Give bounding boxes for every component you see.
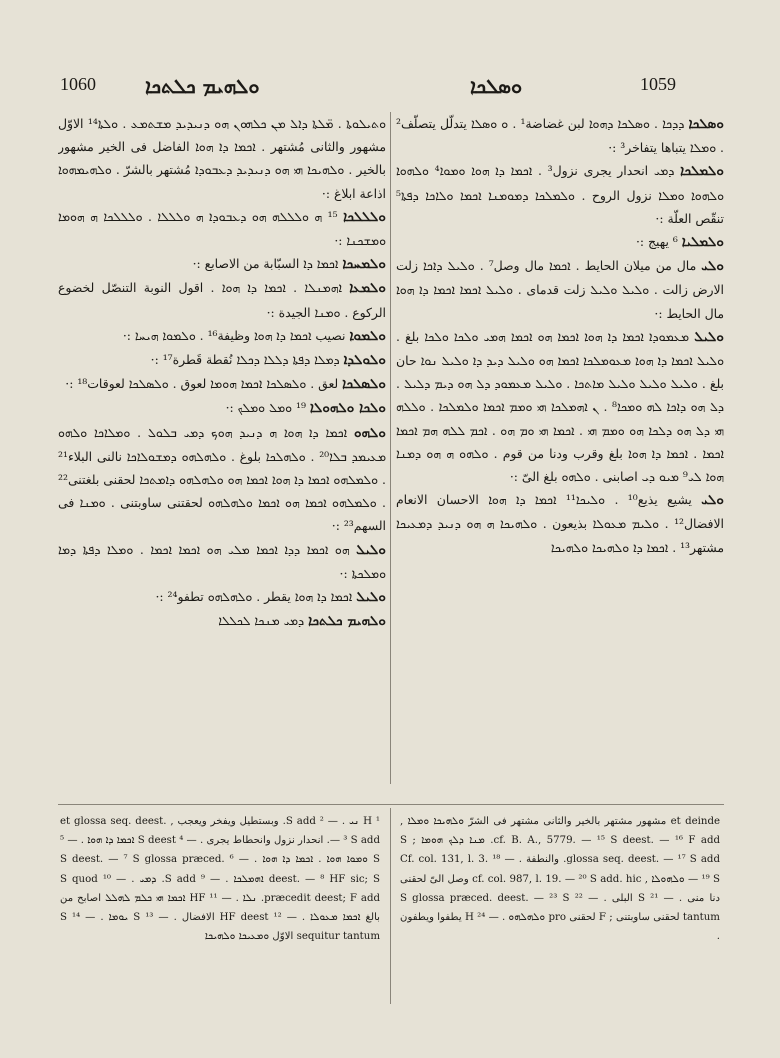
dictionary-entry: [58, 421, 386, 538]
dictionary-entry: [58, 252, 386, 276]
entry-text: ⁶ يهيج :·: [635, 234, 678, 250]
dictionary-entry: [58, 348, 386, 372]
dictionary-entry: [58, 324, 386, 348]
entry-text: ܕܡܝ ܡܢܟܐ ܠܟܠܠܐ: [218, 613, 305, 629]
entry-lemma: ܘܠܠܠܟܐ: [343, 208, 386, 225]
entry-lemma: ܘܠܗܝܡ ܟܠܬܟܐ: [308, 613, 386, 630]
left-running-title: ܘܠܗܝܡ ܟܠܬܟܐ: [145, 74, 260, 98]
running-header: [40, 74, 740, 104]
dictionary-entry: [396, 488, 724, 559]
entry-lemma: ܘܠܟܐ ܘܠܗܘܠܐ: [309, 400, 386, 417]
left-column: [58, 112, 386, 782]
dictionary-entry: [58, 372, 386, 396]
right-column: [396, 112, 724, 782]
entry-text: ¹⁵ ܗ ܘܠܠܠܗ ܗܘ ܕܥܒܘܕܐ ܗ ܘܠܠܠܐ . ܘܠܠܠܟܐ ܗ ܗܘܡܐ ܘܡܫܟܢܐ :·: [58, 208, 386, 249]
entry-lemma: ܘܠܝܠ: [356, 589, 386, 606]
entry-lemma: ܘܠܗܘ: [353, 424, 386, 441]
entry-text: مال من ميلان الحايط . ܐܟܡܐ مال وصل⁷ . ܘܠܝܠ ܕܐܟܐ زلت الارض زالت . ܘܠܝܠ ܘܠܝܠ زلت قدماى . ܘܠܝܠ ܐܟܡܐ ܐܟܡܐ ܕܐ ܗܘܐ مال الحايط :·: [396, 258, 724, 321]
entry-text: ܕܡܠܐ ܕܦܬܐ ܕܠܠܐ ܕܟܠܐ نُقطة قَطرة¹⁷ :·: [150, 352, 340, 368]
dictionary-entry: [396, 112, 724, 159]
entry-lemma: ܘܠܝ: [701, 492, 724, 509]
entry-text: يشيع يذيع¹⁰ . ܘܠܝܟܐ¹¹ ܐܟܡܐ ܕܐ ܗܘܐ الاحسان الانعام الافضال¹² . ܘܠܝܡ ܡܥܘܠܐ بذيعون . ܘܠܗܝܟܐ ܗ ܗܘ ܕܢܝܕ ܕܡܥܝܟܐ مشتهر¹³ . ܐܟܡܐ ܕܐ ܘܠܗܝܟܐ ܘܠܗܝܟܐ: [396, 492, 724, 555]
page: [40, 52, 740, 1012]
entry-text: ܐܟܡܐ ܕܐ ܗܘܐ يقطر . ܘܠܗܠܗܘ تطفو²⁴ :·: [155, 589, 353, 605]
entry-lemma: ܘܠܡܚܟܐ: [342, 256, 386, 273]
entry-text: ܐܟܡܐ ܕܐ ܗܘܐ ܗ ܕܢܝܕ ܗܘܟ ܕܡܝ ܒܠܘܠ . ܘܡܠܐܟܐ ܘܠܗܘ ܡܥܝܡܕ ܒܠܐ²⁰ . ܘܠܗܠܟܐ بلوغ . ܘܠܗܠܗܘ ܕܡܫܘܠܐܟܐ نالنى البلاء²¹ . ܘܠܡܠܗܘ ܐܟܡܐ ܕܐ ܗܘܐ ܐܟܡܐ ܗܘ ܘܠܗܠܗܘ ܕܐܡܬܟܐ لحقنى بلغتنى²² . ܘܠܡܠܗܘ ܐܟܡܐ ܗܘ ܐܟܡܐ ܘܠܗܠܗܘ لحقتنى ساوبتنى . ܘܡܢܐ فى السهم²³ :·: [58, 424, 386, 534]
dictionary-entry: [58, 585, 386, 609]
dictionary-entry: [58, 276, 386, 323]
dictionary-entry: [58, 609, 386, 633]
entry-text: ܗܘ ܐܟܡܐ ܕܕܐ ܐܟܡܐ ܡܠܝ ܗܘ ܐܟܡܐ ܐܟܡܐ . ܘܡܠܐ ܕܦܬܐ ܕܡܐ ܘܡܠܟܬܐ :·: [58, 541, 386, 581]
dictionary-entry: [58, 205, 386, 252]
footnotes-left: ¹ H ܢܝ . — ² S add. وبستطيل ويفخر ويعجب , et glossa seq. deest. — ³ S add. انحدار نزول وانحطاط يجرى . — ⁴ S deest ܐܟܡܐ ܕܐ ܗܘܐ . — ⁵ S ܘܡܘܐ ܗܘܐ . ܐܟܡܐ ܕܐ ܗܘܐ . — ⁶ S deest. — ⁷ S glossa præced. deest. — ⁸ HF sic; S ܐܗܡܠܟܐ . — ⁹ S add. ܕܡܝ . — ¹⁰ S quod præcedit deest; F add. ܢܠܐ . — ¹¹ HF ܐܟܡܐ ܗܝ ܟܠܡ ܠܗܠܠ اصابح من بالغ ܐܟܡܐ ܡܥܘܠܐ . — ¹² HF deest الافضال . — ¹³ S ܝܘܡܐ . — ¹⁴ S sequitur tantum الاوّل ܘܡܥܝܟܐ ܘܠܗܝܟܐ: [60, 816, 380, 943]
entry-lemma: ܘܠܘܠܕܐ: [343, 352, 386, 369]
left-page-number: 1060: [60, 74, 96, 94]
right-running-title: ܘܣܠܟܐ: [470, 74, 523, 98]
dictionary-entry: [58, 396, 386, 420]
entry-lemma: ܘܠܝܠ: [356, 541, 386, 558]
entry-text: ܘܬܝܠܘܬܐ . ܡ̈ܠܬܐ ܕܐܠ ܡܢ ܟܠܗܘܢ ܗܘ ܕܢܝܕܝܕ ܡܫܬܡܥ . ܘܠܬܐ¹⁴ الاوّل مشهور والثانى مُشتهر . ܐܟܡܐ ܕܐ ܗܘܐ الفاضل فى الخير مشهور بالخير . ܘܠܗܝܟܐ ܗܝ ܗܘ ܕܢܝܕܝܕ ܕܥܒܘܕܐ مُشتهر بالشرّ . ܘܠܗܝܡܗܘܐ اذاعة ابلاغ :·: [58, 116, 386, 201]
footnotes-right: et deinde مشهور مشتهر بالخير والثانى مشتهر فى الشرّ ܘܠܗܝܟܐ ܘܡܠܐ , cf. B. A., 5779. — ¹⁵ S deest. — ¹⁶ F add. ܡܢܐ ܕܠܟ ܗܘܡܐ ; S glossa seq. deest. — ¹⁷ S add. والنطفة . — ¹⁸ Cf. col. 131, l. 3. — ¹⁹ S ܘܠܗܘܠܐ , cf. col. 987, l. 19. — ²⁰ S add. hic وصل الىّ لحقنى دنا منى . — ²¹ S البلى . — ²² S glossa præced. deest. — ²³ S tantum لحقنى ساوبتنى ; F لحقنى pro ܘܠܗܠܗܘ . — ²⁴ H يطفوا ويطفون .: [400, 816, 720, 943]
entry-text: ¹⁹ ܘܡܠ ܘܡܠܟ :·: [225, 400, 306, 416]
entry-lemma: ܘܠܝܠ: [694, 328, 724, 345]
entry-text: ܡܥܡܘܕܐ ܐܟܡܐ ܕܐ ܗܘܐ ܐܟܡܐ ܗܘ ܐܟܡܐ ܗܡܝ ܘܠܟܐ ܘܠܟܐ بلغ . ܘܠܝܠ ܐܟܡܐ ܕܐ ܗܘܐ ܡܥܘܡܠܟܐ ܐܟܡܐ ܗܘ ܘܠܝܠ ܕܝܕ ܕܐ ܘܠܝܠ ܢܘܐ حان بلغ . ܘܠܝܠ ܘܠܝܠ ܘܠܝܠ ܡܐܬܟܐ . ܘܠܝܠ ܡܥܡܘܕ ܕܠ ܗܘ ܕܝܡ ܕܠܝܠ . ܕܠ ܗܘ ܕܐܟܐ ܠܗ ܘܡܟܐ⁸ . ܢ ܐܗܡܠܟܐ ܗܝ ܘܡܡ ܐܟܡܐ ܘܠܡܠܟܐ . ܘܠܠܗ ܗܝ ܕܠ ܗܘ ܕܠܟܐ ܗܘ ܘܡܡ ܗܝ . ܐܟܡܐ ܗܝ ܘܡ ܗܘ . ܐܟܡ ܠܠܗ ܗܡ ܐܟܡܐ ܐܟܡܐ . ܐܟܡܐ ܕܐ ܗܘܐ بلغ وقرب ودنا من قوم . ܘܠܗܘ ܗ ܗܘ ܕܡܢܐ ܗܘܐ ܠܝ⁹ ܡܝܘ ܕܝ اصابنى . ܘܠܗܘ بلغ الىّ :·: [396, 328, 724, 485]
dictionary-entry: [396, 325, 724, 488]
entry-lemma: ܘܠܡܘܐ: [349, 327, 386, 344]
dictionary-entry: [396, 254, 724, 325]
dictionary-entry: [396, 230, 724, 254]
entry-lemma: ܘܠܡܠܟܐ: [680, 163, 724, 180]
right-page-number: 1059: [640, 74, 676, 94]
footnote-divider: [390, 808, 391, 1004]
dictionary-entry: [396, 159, 724, 230]
entry-lemma: ܘܠܡܠܝܐ: [681, 234, 724, 251]
column-divider: [390, 112, 391, 784]
entry-text: ܐܗܡܢܠܐ . ܐܟܡܐ ܕܐ ܗܘܐ . اقول النوبة التنصّل لخضوع الركوع . ܘܡܢܐ الجيدة :·: [58, 280, 386, 320]
entry-text: ܕܕܟܐ . ܘܣܠܟܐ ܕܗܘܐ لبن غضاضة¹ . ܘ ܘܣܠܐ يتدلّل يتصلّف² . ܘܡܠܐ يتباها يتفاخر³ :·: [396, 116, 724, 156]
dictionary-entry: [58, 538, 386, 585]
footnote-rule: [58, 804, 724, 805]
entry-lemma: ܘܠܡܥܐ: [349, 280, 386, 297]
entry-lemma: ܘܠܝ: [701, 258, 724, 275]
entry-text: ܕܡܝ انحدار يجرى نزول³ . ܐܟܡܐ ܕܐ ܗܘܐ ܘܡܘܐ⁴ ܘܠܗܘܐ ܘܠܗܘܐ ܘܡܠܐ نزول الروح . ܘܠܡܠܟܐ ܕܡܘܡܢܐ ܐܟܡܐ ܘܠܐܟܐ ܕܦܬܐ⁵ تنقّص العلّة :·: [396, 163, 724, 226]
entry-text: لعق . ܘܠܣܠܟܐ ܐܟܡܐ ܗܘܡܐ لعوق . ܘܠܣܠܟܐ لعوقات¹⁸ :·: [65, 376, 339, 392]
entry-text: نصيب ܐܟܡܐ ܕܐ ܗܘܐ وظيفة¹⁶ . ܘܠܡܘܐ ܗܝܚܐ :·: [122, 327, 346, 343]
dictionary-entry: [58, 112, 386, 205]
entry-text: ܐܟܡܐ ܕܐ السبّابة من الاصابع :·: [192, 256, 339, 272]
entry-lemma: ܘܠܣܠܟܐ: [342, 376, 386, 393]
entry-lemma: ܘܣܠܟܐ: [688, 116, 724, 132]
